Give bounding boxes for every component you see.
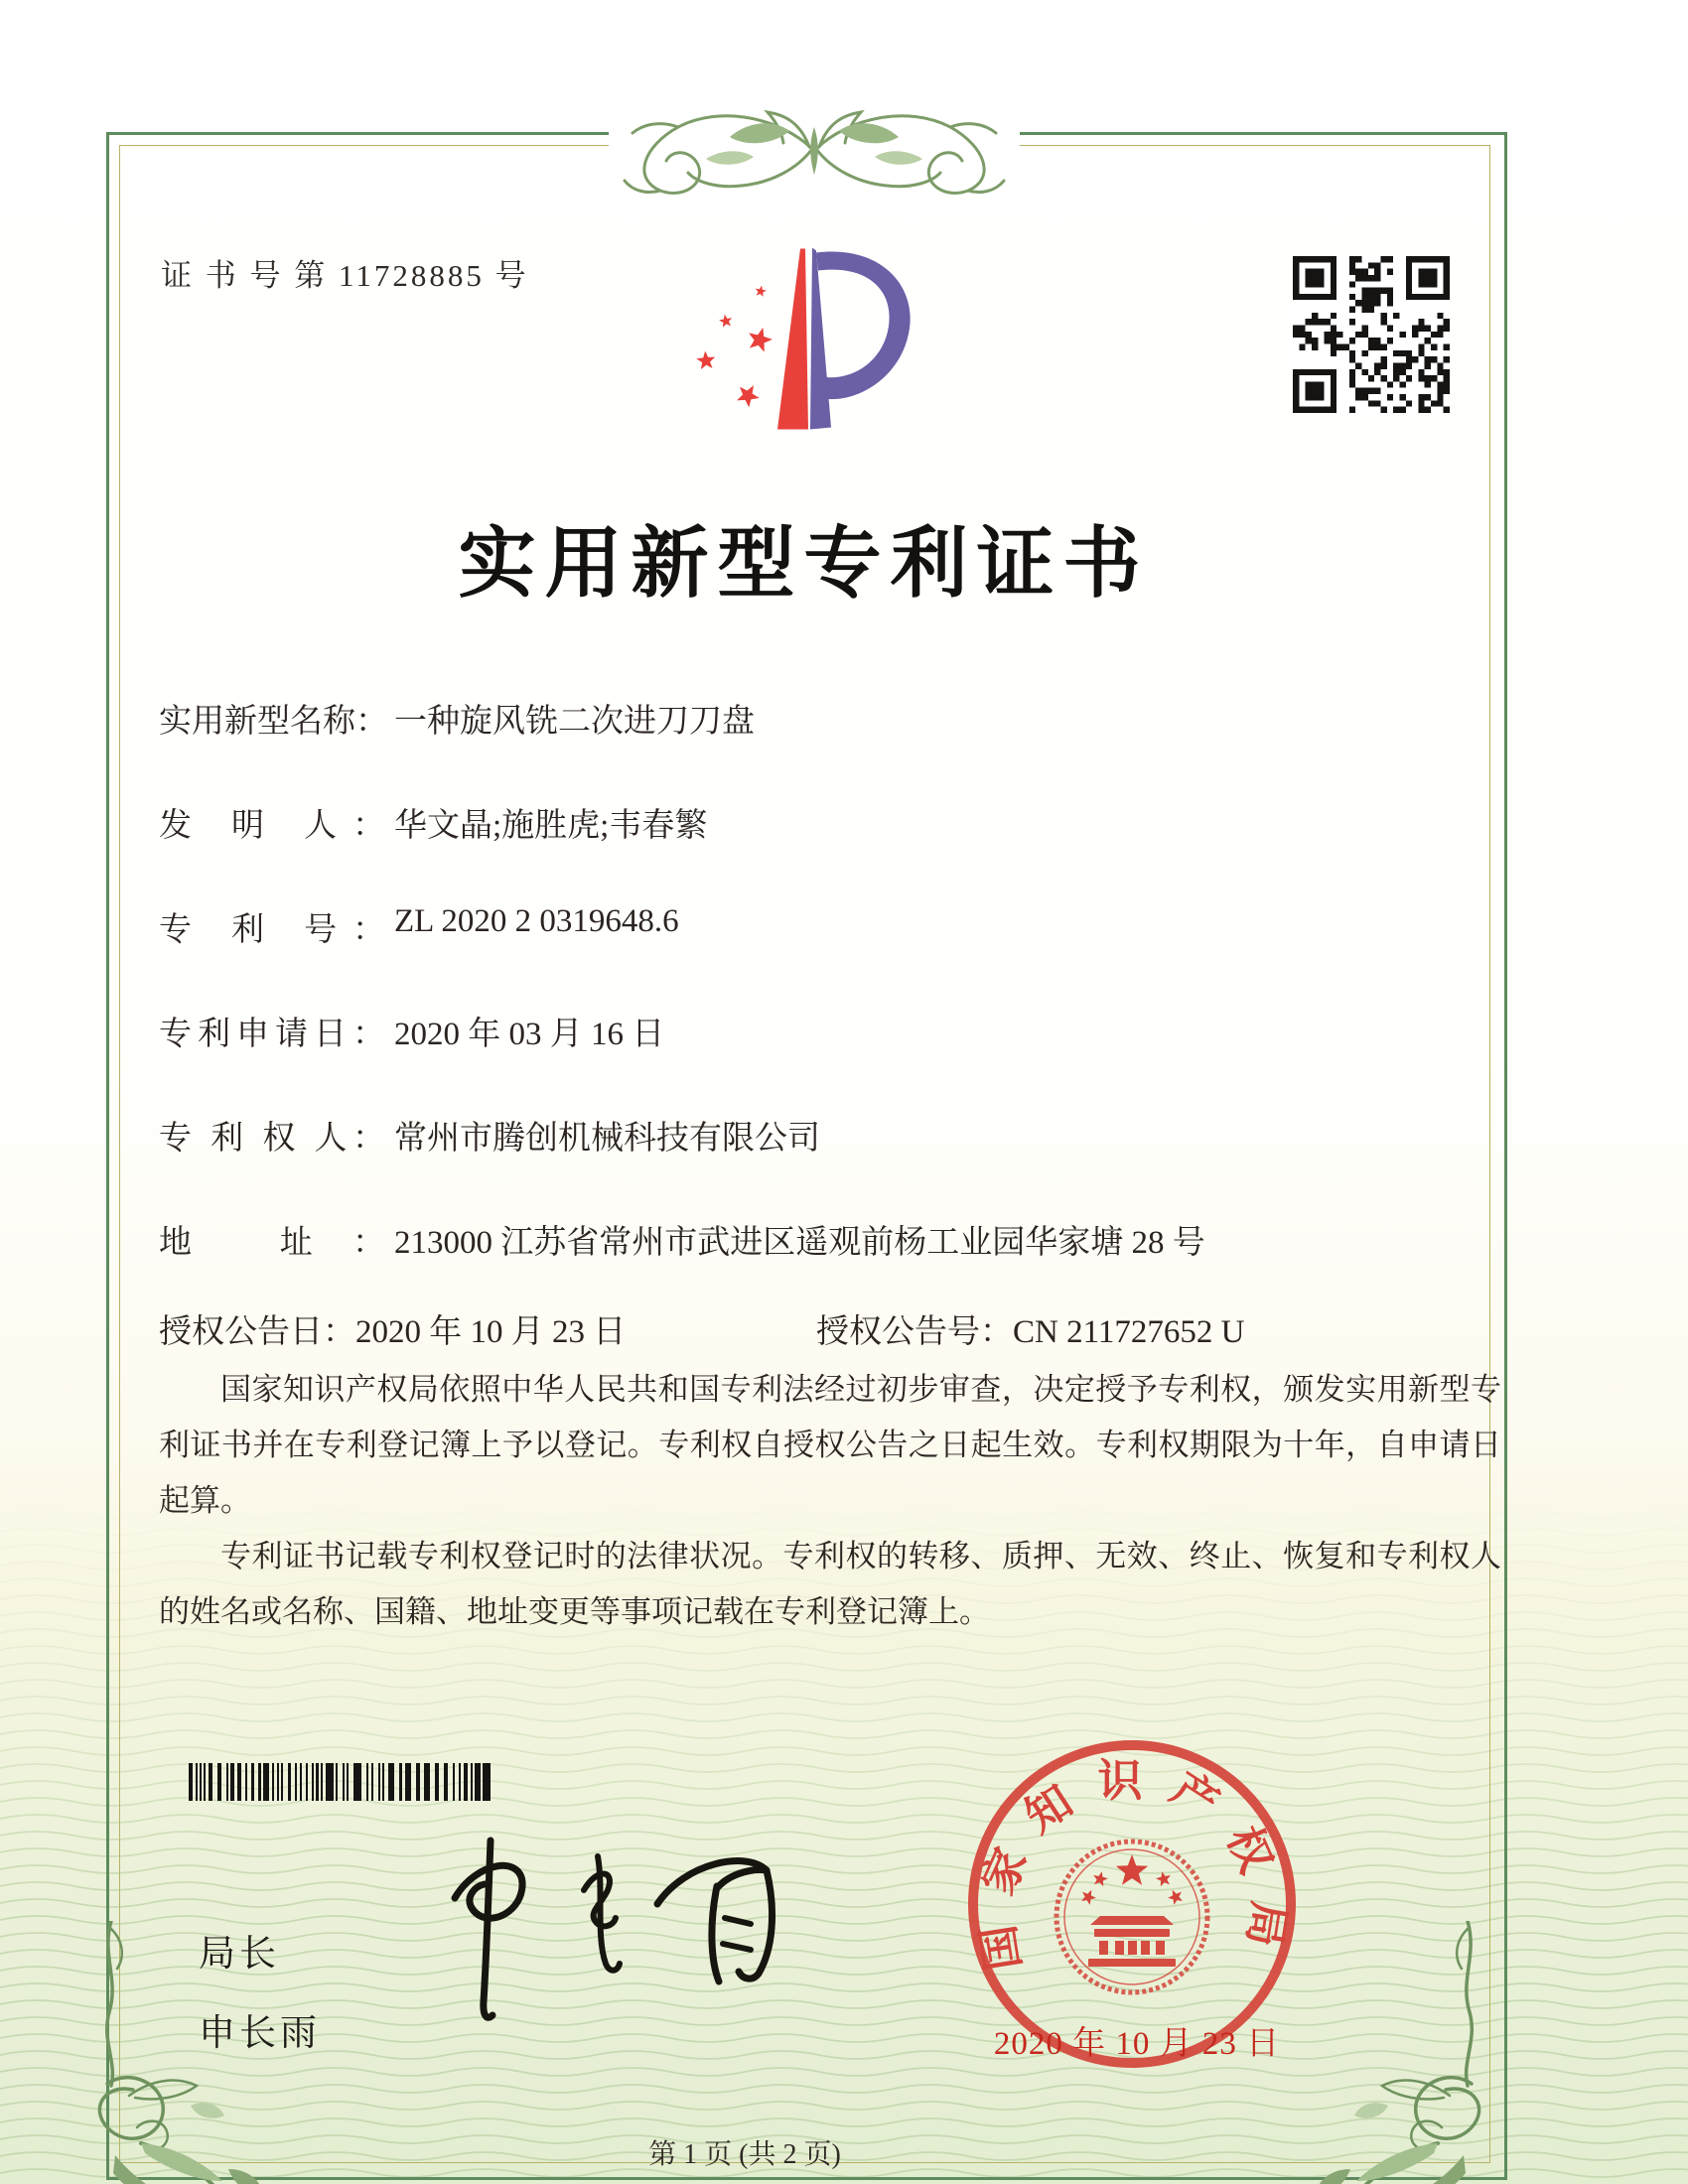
field-value: 常州市腾创机械科技有限公司 — [394, 1121, 820, 1157]
field-address — [159, 1216, 1205, 1263]
grant-date-value: 2020 年 10 月 23 日 — [355, 1314, 627, 1350]
signer-block — [199, 1914, 321, 2073]
field-label: 专利申请日： — [159, 1017, 385, 1052]
legal-statement — [159, 1362, 1501, 1640]
field-value: 一种旋风铣二次进刀刀盘 — [394, 704, 755, 740]
field-label: 地 址： — [159, 1225, 385, 1261]
cnipa-patent-logo-icon — [685, 238, 933, 437]
legal-paragraph-1: 国家知识产权局依照中华人民共和国专利法经过初步审查，决定授予专利权，颁发实用新型专利证书并在专利登记簿上予以登记。专利权自授权公告之日起生效。专利权期限为十年，自申请日起算。 — [159, 1372, 1501, 1518]
field-patent-number — [159, 903, 679, 950]
field-label: 专 利 号： — [159, 912, 385, 948]
grant-announcement-row — [159, 1305, 1509, 1352]
seal-date: 2020 年 10 月 23 日 — [993, 2026, 1281, 2062]
signer-title: 局长 — [199, 1933, 280, 1974]
field-value: ZL 2020 2 0319648.6 — [394, 903, 679, 939]
field-value: 华文晶;施胜虎;韦春繁 — [394, 808, 708, 844]
top-flourish-ornament — [571, 87, 1057, 206]
field-label: 实用新型名称： — [159, 704, 388, 740]
grant-number-label: 授权公告号： — [816, 1314, 1013, 1350]
field-label: 专 利 权 人： — [159, 1121, 385, 1157]
certificate-title: 实用新型专利证书 — [458, 520, 1150, 607]
field-filing-date — [159, 1008, 664, 1054]
field-inventors — [159, 799, 707, 846]
grant-number-value: CN 211727652 U — [1013, 1314, 1245, 1350]
field-value: 213000 江苏省常州市武进区遥观前杨工业园华家塘 28 号 — [394, 1225, 1205, 1261]
field-value: 2020 年 03 月 16 日 — [394, 1017, 665, 1052]
page-footer: 第 1 页 (共 2 页) — [648, 2139, 841, 2170]
field-label: 发 明 人： — [159, 808, 385, 844]
qr-code — [1293, 256, 1450, 413]
grant-number-group — [816, 1305, 1244, 1352]
handwritten-signature — [427, 1827, 824, 2055]
grant-date-label: 授权公告日： — [159, 1314, 355, 1350]
signer-name: 申长雨 — [199, 2012, 321, 2053]
field-patentee — [159, 1112, 820, 1159]
field-utility-model-name — [159, 695, 755, 742]
barcode — [189, 1763, 494, 1801]
seal-ring-text: 国家知识产权局 — [969, 1756, 1295, 1975]
legal-paragraph-2: 专利证书记载专利权登记时的法律状况。专利权的转移、质押、无效、终止、恢复和专利权人的姓名或名称、国籍、地址变更等事项记载在专利登记簿上。 — [159, 1539, 1501, 1629]
certificate-number: 证 书 号 第 11728885 号 — [161, 258, 529, 293]
